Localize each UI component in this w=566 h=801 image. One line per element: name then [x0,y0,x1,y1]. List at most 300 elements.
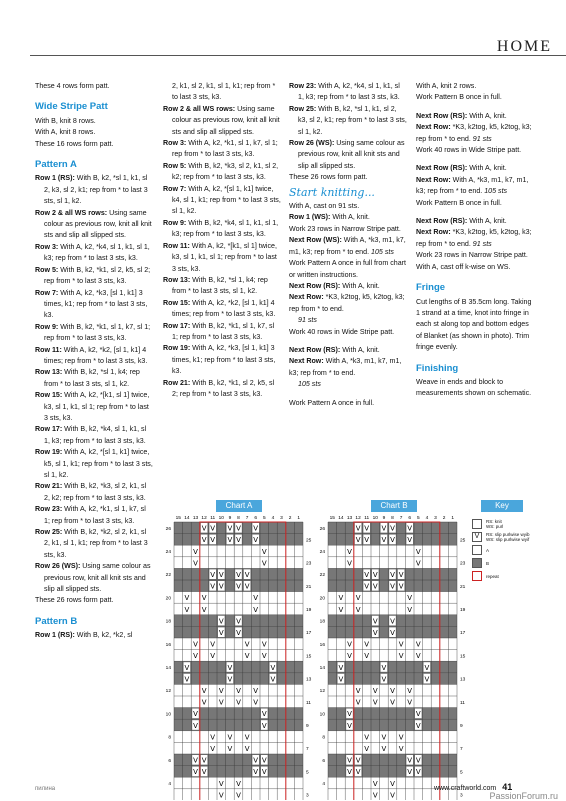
pattern-row: Row 5: With B, k2, *k1, sl 2, k5, sl 2; rep from * to last 3 sts, k3. [35,265,151,286]
pattern-row: Row 11: With A, k2, *[k1, sl 1] twice, k3, sl 1, k1, sl 1; rep from * to last 3 sts, k3. [163,241,277,273]
pattern-b-row1: Row 1 (RS): With B, k2, *k2, sl [35,631,133,640]
chart-b-row-num: 4 [322,782,325,787]
chart-b-slip-mark: V [424,663,430,672]
chart-a-slip-mark: V [227,675,233,684]
chart-b-slip-mark: V [390,524,395,533]
chart-a-col-num: 9 [228,516,232,521]
chart-a-slip-mark: V [218,698,224,707]
chart-a-row-num: 11 [306,700,311,706]
pattern-row: Row 23: With A, k2, *k1, sl 1, k7, sl 1; rep from * to last 3 sts, k3. [35,505,146,525]
chart-a-col-num: 15 [175,516,181,521]
chart-b-slip-mark: V [364,745,370,753]
chart-a-slip-mark: V [261,710,267,719]
section-title: HOME [496,38,552,55]
fringe-text: Cut lengths of B 35.5cm long. Taking 1 strand at a time, knot into fringe in each st along top and bottom edges of Blanket (as shown in photo). Trim fringe evenly. [416,297,532,352]
pattern-row: Row 9: With B, k2, *k1, sl 1, k7, sl 1; rep from * to last 3 sts, k3. [35,322,151,343]
chart-b-slip-mark: V [372,779,378,788]
pattern-row: Row 3: With A, k2, *k4, sl 1, k1, sl 1, k3; rep from * to last 3 sts, k3. [35,242,150,263]
instruction: Next Row (RS): With A, knit. [416,217,507,226]
chart-b-row [328,742,457,754]
chart-a-slip-mark: V [193,640,198,649]
chart-a-slip-mark: V [227,663,233,672]
chart-a-slip-mark: V [210,536,216,545]
chart-a-slip-mark: V [236,582,241,591]
pattern-row: Row 5: With B, k2, *k3, sl 2, k1, sl 2, k2; rep from * to last 3 sts, k3. [163,161,279,182]
chart-b-slip-mark: V [381,745,387,753]
chart-b-slip-mark: V [381,675,387,684]
chart-b-slip-mark: V [390,536,395,545]
chart-b-row [328,592,457,604]
chart-b-slip-mark: V [355,698,361,707]
chart-b-slip-mark: V [372,582,378,591]
key-swatch [472,558,482,568]
instruction: With A, cast off k-wise on WS. [416,262,511,271]
chart-b-row-num: 15 [460,654,466,660]
chart-a-slip-mark: V [261,768,267,777]
chart-a-slip-mark: V [236,536,241,545]
instruction: Work Pattern A once in full. [289,398,375,407]
key-label: Key [481,500,523,512]
chart-b-row-num: 17 [460,631,466,637]
chart-a-slip-mark: V [236,629,241,637]
finishing-text: Weave in ends and block to measurements shown on schematic. [416,377,532,398]
pattern-row: Row 15: With A, k2, *k2, [sl 1, k1] 4 times; rep from * to last 3 sts, k3. [163,298,276,319]
chart-b-slip-mark: V [407,524,413,533]
chart-a-slip-mark: V [218,629,224,637]
chart-b-row-num: 23 [460,561,466,567]
chart-a-col-num: 8 [237,516,240,521]
chart-b-slip-mark: V [424,675,430,684]
chart-a-row-num: 10 [165,712,171,718]
chart-a-row-num: 12 [165,689,171,695]
chart-b-slip-mark: V [372,629,378,637]
chart-a-row-num: 5 [306,770,309,776]
chart-b-slip-mark: V [338,675,344,684]
chart-a-slip-mark: V [253,524,259,533]
chart-a-slip-mark: V [218,779,224,788]
instruction: Next Row: *K3, k2tog, k5, k2tog, k3; rep from * to end. 91 sts [289,293,405,325]
chart-b-slip-mark: V [338,663,344,672]
key-item [472,532,538,542]
chart-b-col-num: 9 [382,516,386,521]
chart-b-col-num: 5 [416,516,420,521]
chart-a-slip-mark: V [184,594,190,603]
chart-a-row-num: 14 [165,666,171,671]
chart-a-slip-mark: V [201,536,207,545]
chart-a-row-num: 22 [165,573,171,579]
chart-b-slip-mark: V [415,640,421,649]
chart-b-slip-mark: V [398,733,404,742]
instruction: Work Pattern B once in full. [416,93,502,102]
chart-a-slip-mark: V [253,698,259,707]
chart-b-row-num: 13 [460,677,466,683]
pattern-row: Row 26 (WS): Using same colour as previous row, knit all knit sts and slip all slipped sts. [289,139,405,170]
chart-b-slip-mark: V [364,733,370,742]
pattern-row: Row 23: With A, k2, *k4, sl 1, k1, sl 1, k3; rep from * to last 3 sts, k3. [289,82,400,102]
pattern-a-heading: Pattern A [35,159,77,171]
chart-a-row-num: 15 [306,654,312,660]
chart-b-row-num: 11 [460,700,465,706]
chart-b-slip-mark: V [390,582,395,591]
chart-a-slip-mark: V [210,640,216,649]
chart-b-slip-mark: V [407,594,413,603]
pattern-row: Row 7: With A, k2, *k3, [sl 1, k1] 3 times, k1; rep from * to last 3 sts, k3. [35,288,148,320]
chart-b-slip-mark: V [364,652,370,661]
chart-b-slip-mark: V [398,652,404,661]
chart-a-slip-mark: V [270,675,276,684]
instruction: Work Pattern B once in full. [416,198,502,207]
chart-a-row-num: 3 [306,793,309,799]
chart-a-row-num: 13 [306,677,312,683]
chart-b-slip-mark: V [381,524,387,533]
chart-b-row-num: 18 [319,619,325,625]
chart-a-row-num: 6 [168,758,171,764]
instruction: Next Row: *K3, k2tog, k5, k2tog, k3; rep from * to end. 91 sts [416,228,532,248]
chart-a-row [174,592,303,604]
chart-b-slip-mark: V [390,629,395,637]
chart-a-col-num: 13 [192,516,199,521]
chart-a-row-num: 21 [306,584,312,590]
chart-b-row-num: 24 [319,550,325,555]
chart-b-row-num: 16 [319,642,325,648]
instruction: Next Row (RS): With A, knit. [289,345,380,354]
chart-a-slip-mark: V [201,687,207,695]
chart-a-row [174,742,303,754]
pattern-row: Row 21: With B, k2, *k3, sl 2, k1, sl 2, k2; rep from * to last 3 sts, k3. [35,482,147,502]
pattern-row: Row 19: With A, k2, *k3, [sl 1, k1] 3 times, k1; rep from * to last 3 sts, k3. [163,344,276,376]
chart-b-slip-mark: V [372,791,378,800]
chart-a-col-num: 2 [288,516,292,521]
chart-b-col-num: 14 [338,516,344,521]
chart-b-row-num: 25 [460,538,466,544]
pattern-row: Row 3: With A, k2, *k1, sl 1, k7, sl 1; rep from * to last 3 sts, k3. [163,139,278,159]
chart-a-col-num: 7 [245,516,249,521]
chart-a-row [174,603,303,615]
chart-b-slip-mark: V [381,733,387,742]
pattern-row: Row 25: With B, k2, *k2, sl 2, k1, sl 2, k1, sl 1, k1; rep from * to last 3 sts, k3. [35,528,148,559]
chart-b-slip-mark: V [415,547,421,556]
chart-a-col-num: 12 [201,516,207,521]
chart-b-row-num: 8 [322,735,325,741]
chart-a-row-num: 25 [306,538,312,544]
key-text: RS: slip purlwise wyib WS: slip purlwise wyif [486,532,530,542]
chart-b-row-num: 6 [322,758,325,764]
chart-b-slip-mark: V [390,698,395,707]
chart-a-slip-mark: V [227,733,233,742]
wide-stripe-heading: Wide Stripe Patt [35,101,108,113]
chart-a-slip-mark: V [218,571,224,579]
chart-a-col-num: 4 [271,516,275,521]
chart-b-col-num: 12 [355,516,361,521]
chart-b-slip-mark: V [347,640,352,649]
chart-a-row-num: 18 [165,619,171,625]
chart-b-slip-mark: V [398,745,404,753]
chart-b-slip-mark: V [372,571,378,579]
chart-b-slip-mark: V [390,779,395,788]
chart-b-slip-mark: V [390,617,395,626]
chart-b-row-num: 22 [319,573,325,579]
chart-a-slip-mark: V [236,791,241,800]
chart-a-slip-mark: V [201,605,207,614]
chart-a-row [174,673,303,685]
pattern-b-end: These 26 rows form patt. [289,173,368,182]
chart-b-slip-mark: V [398,571,404,579]
chart-b-slip-mark: V [364,571,370,579]
key-item [472,545,538,555]
key-text: A [486,547,490,553]
pattern-row: Row 7: With A, k2, *[sl 1, k1] twice, k4, sl 1, k1; rep from * to last 3 sts, sl 1, k2. [163,184,281,216]
instruction: Next Row: *K3, k2tog, k5, k2tog, k3; rep from * to end. 91 sts [416,123,532,143]
chart-a-slip-mark: V [253,768,259,777]
instruction: Work 23 rows in Narrow Stripe patt. [289,224,401,233]
chart-b-slip-mark: V [407,536,413,545]
chart-b-slip-mark: V [355,687,361,695]
footer-url: www.craftworld.com 41 [434,782,513,792]
pattern-row: Row 13: With B, k2, *sl 1, k4; rep from * to last 3 sts, sl 1, k2. [163,275,268,296]
chart-a-slip-mark: V [261,559,267,568]
pattern-a-end: These 26 rows form patt. [35,596,114,605]
instruction: Next Row (WS): With A, *k3, m1, k7, m1, k3; rep from * to end. 105 sts [289,236,406,256]
chart-a-slip-mark: V [184,663,190,672]
chart-a-slip-mark: V [227,536,233,545]
chart-a-slip-mark: V [236,617,241,626]
chart-a-slip-mark: V [184,675,190,684]
chart-a-slip-mark: V [236,687,241,695]
chart-a-slip-mark: V [201,524,207,533]
chart-a-slip-mark: V [244,733,250,742]
chart-b-slip-mark: V [415,559,421,568]
chart-b-slip-mark: V [407,756,413,765]
chart-b-grid [320,515,466,800]
chart-a-row-num: 16 [165,642,171,648]
chart-a-slip-mark: V [244,582,250,591]
chart-b-label: Chart B [371,500,417,512]
chart-a-slip-mark: V [236,698,241,707]
chart-b-row-num: 3 [460,793,463,799]
pattern-row: Row 17: With B, k2, *k1, sl 1, k7, sl 1; rep from * to last 3 sts, k3. [163,321,275,341]
chart-a-slip-mark: V [210,652,216,661]
chart-a-col-num: 5 [262,516,266,521]
chart-b-slip-mark: V [364,536,370,545]
chart-b-slip-mark: V [355,594,361,603]
chart-a-slip-mark: V [261,652,267,661]
chart-a-slip-mark: V [253,687,259,695]
chart-a-slip-mark: V [201,698,207,707]
key-item [472,519,538,529]
chart-b-row-num: 20 [319,596,325,602]
chart-b-slip-mark: V [355,536,361,545]
chart-a-row-num: 20 [165,596,171,602]
row-continuation: 2, k1, sl 2, k1, sl 1, k1; rep from * to last 3 sts, k3. [172,82,276,102]
chart-a-slip-mark: V [261,640,267,649]
chart-a-slip-mark: V [201,768,207,777]
chart-a-row-num: 4 [168,782,171,787]
chart-a-col-num: 3 [280,516,283,521]
chart-b-col-num: 15 [329,516,335,521]
instruction: Work Pattern A once in full from chart or written instructions. [289,259,406,279]
chart-b-row-num: 12 [319,689,325,695]
chart-b-slip-mark: V [355,768,361,777]
chart-a-slip-mark: V [244,640,250,649]
chart-a-slip-mark: V [210,524,216,533]
chart-a-row-num: 17 [306,631,312,637]
chart-b-slip-mark: V [372,698,378,707]
chart-a-slip-mark: V [227,745,233,753]
chart-a-col-num: 10 [218,516,224,521]
chart-b-slip-mark: V [347,547,352,556]
chart-b-col-num: 13 [346,516,353,521]
pattern-row: Row 25: With B, k2, *sl 1, k1, sl 2, k3, sl 2, k1; rep from * to last 3 sts, sl 1, k2. [289,104,407,136]
chart-b-slip-mark: V [415,756,421,765]
pattern-row: Row 1 (RS): With B, k2, *sl 1, k1, sl 2, k3, sl 2, k1; rep from * to last 3 sts, sl 1, k2. [35,174,148,206]
chart-b-col-num: 6 [408,516,412,521]
chart-b-col-num: 11 [364,516,370,521]
pattern-b-heading: Pattern B [35,615,78,627]
watermark: PassionForum.ru [489,791,558,801]
instruction: Row 1 (WS): With A, knit. [289,213,370,222]
key-item [472,558,538,568]
chart-a-slip-mark: V [193,721,198,730]
instruction: With A, knit 2 rows. [416,82,477,90]
chart-a-slip-mark: V [236,779,241,788]
key-text: RS: knit WS: purl [486,519,504,529]
chart-b-slip-mark: V [390,687,395,695]
chart-a-slip-mark: V [210,582,216,591]
start-knitting-heading: Start knitting... [289,185,375,199]
instruction: Next Row (RS): With A, knit. [416,111,507,120]
chart-b-row-num: 21 [460,584,466,590]
chart-a-row-num: 24 [165,550,171,555]
footer-left: пилина [35,786,56,792]
instruction: With A, knit 8 rows. [35,128,96,137]
chart-a-col-num: 11 [210,516,216,521]
chart-a-slip-mark: V [193,652,198,661]
intro-text: These 4 rows form patt. [35,82,110,90]
chart-b-slip-mark: V [338,605,344,614]
chart-b-slip-mark: V [364,640,370,649]
chart-a-slip-mark: V [253,756,259,765]
chart-b-slip-mark: V [415,710,421,719]
chart-b-slip-mark: V [347,710,352,719]
chart-b-slip-mark: V [407,687,413,695]
chart-a-slip-mark: V [193,768,198,777]
chart-b-slip-mark: V [372,617,378,626]
chart-a-slip-mark: V [218,687,224,695]
chart-a-col-num: 1 [297,516,301,521]
chart-a-row-num: 7 [306,747,309,753]
chart-b-slip-mark: V [407,768,413,777]
pattern-row: Row 11: With A, k2, *k2, [sl 1, k1] 4 times; rep from * to last 3 sts, k3. [35,345,148,365]
key-text: repeat [486,573,499,579]
instruction: Next Row (RS): With A, knit. [416,164,507,173]
chart-b-row-num: 9 [460,724,463,729]
chart-a-row [174,661,303,673]
chart-a-slip-mark: V [218,617,224,626]
chart-b-slip-mark: V [398,582,404,591]
chart-a-slip-mark: V [210,733,216,742]
chart-a-row-num: 23 [306,561,312,567]
chart-a-grid [166,515,312,800]
pattern-row: Row 9: With B, k2, *k4, sl 1, k1, sl 1, k3; rep from * to last 3 sts, k3. [163,218,279,239]
chart-b-slip-mark: V [364,524,370,533]
chart-a-slip-mark: V [193,710,198,719]
chart-a-slip-mark: V [218,791,224,800]
chart-b-slip-mark: V [390,571,395,579]
chart-b-row [328,603,457,615]
chart-b-row-num: 10 [319,712,325,718]
chart-b-slip-mark: V [364,582,370,591]
instruction: Work 40 rows in Wide Stripe patt. [416,146,522,155]
chart-b-slip-mark: V [415,652,421,661]
chart-b-slip-mark: V [381,663,387,672]
chart-a-slip-mark: V [193,547,198,556]
chart-a-row [174,731,303,743]
chart-b-col-num: 4 [425,516,429,521]
chart-b-slip-mark: V [355,524,361,533]
chart-b-col-num: 10 [372,516,378,521]
instruction: Next Row: With A, *k3, m1, k7, m1, k3; rep from * to end. 105 sts [416,175,529,196]
key-text: B [486,560,490,566]
chart-a-slip-mark: V [261,547,267,556]
key-swatch [472,571,482,581]
chart-a-slip-mark: V [184,605,190,614]
chart-a-row-num: 19 [306,608,312,613]
chart-b-col-num: 8 [391,516,394,521]
chart-b-col-num: 7 [399,516,403,521]
key-swatch: V [472,532,482,542]
instruction: Work 23 rows in Narrow Stripe patt. [416,251,528,260]
chart-a-slip-mark: V [261,721,267,730]
finishing-heading: Finishing [416,362,459,374]
chart-a-slip-mark: V [261,756,267,765]
chart-a-row-num: 8 [168,735,171,741]
instruction: Next Row: With A, *k3, m1, k7, m1, k3; rep from * to end. 105 sts [289,357,402,389]
chart-a-slip-mark: V [253,594,259,603]
key-swatch [472,519,482,529]
chart-a-slip-mark: V [201,756,207,765]
chart-b-row-num: 19 [460,608,466,613]
chart-a-row-num: 9 [306,724,309,729]
chart-b-slip-mark: V [381,536,387,545]
chart-b-slip-mark: V [355,605,361,614]
chart-a-slip-mark: V [236,571,241,579]
chart-b-row [328,661,457,673]
chart-b-slip-mark: V [347,768,352,777]
chart-b-slip-mark: V [347,559,352,568]
chart-a-slip-mark: V [218,582,224,591]
chart-a-slip-mark: V [201,594,207,603]
instruction: With B, knit 8 rows. [35,116,96,125]
pattern-row: Row 17: With B, k2, *k4, sl 1, k1, sl 1, k3; rep from * to last 3 sts, k3. [35,425,147,445]
chart-a-col-num: 14 [184,516,190,521]
chart-a-slip-mark: V [193,756,198,765]
chart-b-slip-mark: V [398,640,404,649]
chart-a-slip-mark: V [227,524,233,533]
chart-a-row-num: 26 [165,526,171,532]
chart-b-slip-mark: V [407,605,413,614]
pattern-row: Row 21: With B, k2, *k1, sl 2, k5, sl 2; rep from * to last 3 sts, k3. [163,378,275,398]
chart-a-slip-mark: V [244,652,250,661]
chart-b-col-num: 3 [434,516,437,521]
chart-a-slip-mark: V [253,605,259,614]
chart-a-slip-mark: V [236,524,241,533]
chart-b-slip-mark: V [390,791,395,800]
chart-a-slip-mark: V [210,745,216,753]
instruction: These 16 rows form patt. [35,139,114,148]
chart-b-row-num: 7 [460,747,463,753]
chart-b-slip-mark: V [372,687,378,695]
instruction: Work 40 rows in Wide Stripe patt. [289,327,395,336]
